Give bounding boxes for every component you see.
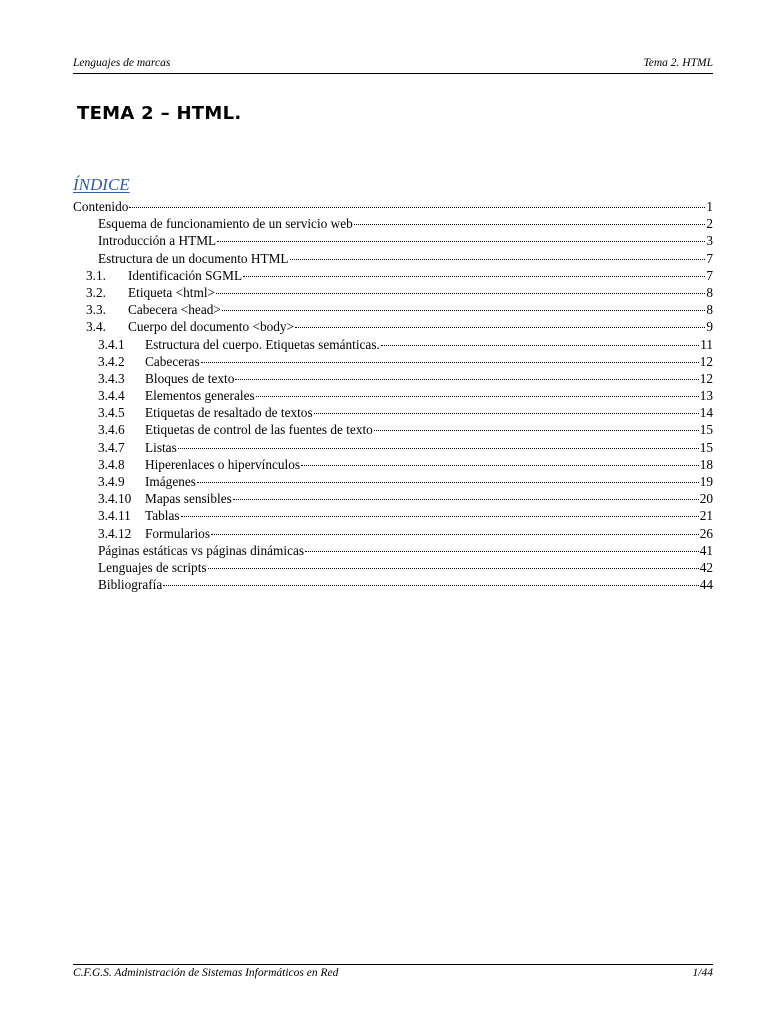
toc-entry[interactable] bbox=[73, 421, 713, 438]
toc-entry-title: Hiperenlaces o hipervínculos bbox=[145, 456, 301, 472]
toc-entry-page: 14 bbox=[699, 405, 713, 421]
toc-entry-title: Etiquetas de resaltado de textos bbox=[145, 405, 313, 421]
toc-entry[interactable] bbox=[73, 215, 713, 232]
toc-entry-title: Identificación SGML bbox=[128, 267, 243, 283]
toc-entry[interactable] bbox=[73, 404, 713, 421]
toc-entry[interactable] bbox=[73, 456, 713, 473]
toc-entry-page: 15 bbox=[699, 439, 713, 455]
toc-entry-number: 3.2. bbox=[86, 284, 106, 300]
toc-entry-number: 3.4.3 bbox=[98, 370, 125, 386]
toc-entry[interactable] bbox=[73, 525, 713, 542]
toc-entry-page: 26 bbox=[699, 525, 713, 541]
toc-entry[interactable] bbox=[73, 250, 713, 267]
toc-entry-title: Cabecera <head> bbox=[128, 302, 221, 318]
toc-dot-leader bbox=[381, 345, 699, 346]
toc-entry-title: Mapas sensibles bbox=[145, 491, 232, 507]
footer-course: C.F.G.S. Administración de Sistemas Informáticos en Red bbox=[73, 967, 339, 979]
toc-entry-page: 15 bbox=[699, 422, 713, 438]
table-of-contents bbox=[73, 198, 713, 593]
toc-dot-leader bbox=[233, 499, 699, 500]
toc-entry-number: 3.4. bbox=[86, 319, 106, 335]
toc-dot-leader bbox=[374, 430, 699, 431]
toc-entry-number: 3.4.11 bbox=[98, 508, 131, 524]
toc-entry-page: 7 bbox=[706, 250, 713, 266]
toc-heading[interactable]: ÍNDICE bbox=[73, 175, 130, 194]
toc-entry-title: Esquema de funcionamiento de un servicio web bbox=[98, 216, 353, 232]
toc-entry-title: Elementos generales bbox=[145, 388, 255, 404]
toc-entry[interactable] bbox=[73, 576, 713, 593]
toc-dot-leader bbox=[201, 362, 699, 363]
toc-entry-title: Listas bbox=[145, 439, 177, 455]
toc-dot-leader bbox=[222, 310, 705, 311]
toc-entry-page: 44 bbox=[699, 577, 713, 593]
toc-dot-leader bbox=[211, 534, 699, 535]
toc-dot-leader bbox=[295, 327, 705, 328]
toc-dot-leader bbox=[235, 379, 698, 380]
toc-dot-leader bbox=[243, 276, 705, 277]
toc-entry-title: Imágenes bbox=[145, 474, 196, 489]
toc-entry-page: 11 bbox=[700, 336, 713, 352]
toc-dot-leader bbox=[354, 224, 706, 225]
toc-entry-page: 8 bbox=[706, 284, 713, 300]
toc-entry-page: 18 bbox=[699, 456, 713, 472]
toc-entry-title: Cabeceras bbox=[145, 353, 200, 369]
toc-entry-title: Bloques de texto bbox=[145, 370, 235, 386]
toc-entry-page: 13 bbox=[699, 388, 713, 404]
toc-entry[interactable] bbox=[73, 232, 713, 249]
toc-entry[interactable] bbox=[73, 267, 713, 284]
toc-entry-title: Contenido bbox=[73, 199, 129, 214]
document-title: TEMA 2 – HTML. bbox=[77, 103, 242, 124]
toc-dot-leader bbox=[290, 259, 706, 260]
toc-entry-title: Tablas bbox=[145, 508, 180, 524]
toc-dot-leader bbox=[216, 293, 705, 294]
toc-entry-page: 2 bbox=[706, 216, 713, 232]
toc-entry-number: 3.1. bbox=[86, 267, 106, 283]
toc-entry[interactable] bbox=[73, 387, 713, 404]
toc-entry-title: Etiqueta <html> bbox=[128, 284, 216, 300]
toc-entry-page: 9 bbox=[706, 319, 713, 335]
toc-entry[interactable] bbox=[73, 353, 713, 370]
toc-entry-page: 12 bbox=[699, 370, 713, 386]
toc-entry-number: 3.4.7 bbox=[98, 439, 125, 455]
toc-entry[interactable] bbox=[73, 301, 713, 318]
toc-dot-leader bbox=[197, 482, 699, 483]
toc-entry-title: Introducción a HTML bbox=[98, 233, 217, 249]
toc-dot-leader bbox=[314, 413, 699, 414]
toc-entry-page: 21 bbox=[699, 508, 713, 524]
toc-entry[interactable] bbox=[73, 336, 713, 353]
toc-dot-leader bbox=[305, 551, 699, 552]
toc-dot-leader bbox=[217, 241, 705, 242]
toc-dot-leader bbox=[256, 396, 699, 397]
toc-entry-page: 19 bbox=[699, 474, 713, 489]
toc-entry-title: Estructura del cuerpo. Etiquetas semánticas. bbox=[145, 336, 380, 352]
toc-entry-page: 42 bbox=[699, 559, 713, 575]
toc-entry-title: Estructura de un documento HTML bbox=[98, 250, 289, 266]
toc-entry[interactable] bbox=[73, 559, 713, 576]
toc-entry-number: 3.4.1 bbox=[98, 336, 125, 352]
toc-entry[interactable] bbox=[73, 284, 713, 301]
toc-entry-title: Formularios bbox=[145, 525, 211, 541]
toc-entry[interactable] bbox=[73, 507, 713, 524]
toc-entry-number: 3.4.8 bbox=[98, 456, 125, 472]
header-course: Lenguajes de marcas bbox=[73, 57, 171, 69]
toc-entry[interactable] bbox=[73, 542, 713, 559]
toc-entry[interactable] bbox=[73, 318, 713, 335]
toc-entry[interactable] bbox=[73, 473, 713, 490]
toc-dot-leader bbox=[181, 516, 699, 517]
toc-entry-number: 3.4.9 bbox=[98, 474, 125, 489]
toc-dot-leader bbox=[301, 465, 699, 466]
toc-entry[interactable] bbox=[73, 370, 713, 387]
toc-entry-page: 41 bbox=[699, 542, 713, 558]
page-footer bbox=[73, 964, 713, 979]
toc-entry-title: Páginas estáticas vs páginas dinámicas bbox=[98, 542, 305, 558]
toc-dot-leader bbox=[129, 207, 705, 208]
toc-dot-leader bbox=[163, 585, 698, 586]
page-header bbox=[73, 57, 713, 74]
toc-entry-page: 7 bbox=[706, 267, 713, 283]
toc-entry-title: Etiquetas de control de las fuentes de texto bbox=[145, 422, 373, 438]
toc-entry-number: 3.4.2 bbox=[98, 353, 125, 369]
toc-entry[interactable] bbox=[73, 490, 713, 507]
toc-entry-number: 3.4.12 bbox=[98, 525, 132, 541]
toc-entry[interactable] bbox=[73, 439, 713, 456]
toc-entry-page: 8 bbox=[706, 302, 713, 318]
toc-entry-number: 3.4.6 bbox=[98, 422, 125, 438]
page-number: 1/44 bbox=[692, 967, 713, 979]
toc-entry-title: Lenguajes de scripts bbox=[98, 559, 207, 575]
toc-entry-page: 20 bbox=[699, 491, 713, 507]
toc-dot-leader bbox=[208, 568, 699, 569]
toc-entry-title: Bibliografía bbox=[98, 577, 163, 593]
toc-entry-number: 3.4.10 bbox=[98, 491, 132, 507]
toc-entry-number: 3.3. bbox=[86, 302, 106, 318]
toc-entry-number: 3.4.5 bbox=[98, 405, 125, 421]
toc-entry[interactable] bbox=[73, 198, 713, 215]
toc-entry-page: 3 bbox=[706, 233, 713, 249]
toc-entry-title: Cuerpo del documento <body> bbox=[128, 319, 295, 335]
toc-entry-page: 12 bbox=[699, 353, 713, 369]
header-topic: Tema 2. HTML bbox=[643, 57, 713, 69]
toc-dot-leader bbox=[178, 448, 699, 449]
toc-entry-number: 3.4.4 bbox=[98, 388, 125, 404]
toc-entry-page: 1 bbox=[706, 199, 713, 214]
